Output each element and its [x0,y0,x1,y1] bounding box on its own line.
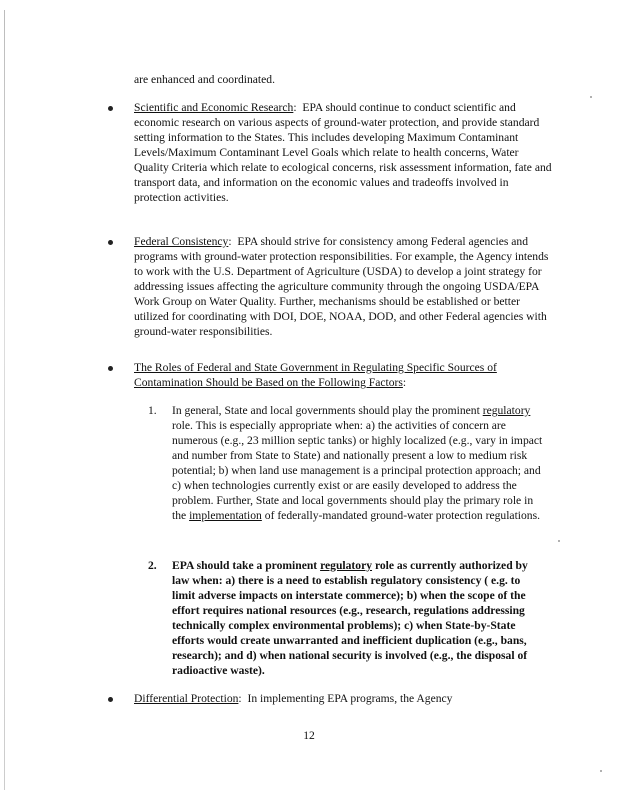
item-number: 1. [148,404,157,417]
page-number: 12 [303,729,315,742]
bullet-scientific-research: Scientific and Economic Research: EPA should continue to conduct scientific and economic research on various aspects of ground-water protection, and provide standard setting information to the States. This includes developing Maximum Contaminant Levels/Maximum Contaminant Level Goals which relate to health concerns, Water Quality Criteria which relate to ecological concerns, risk assessment information, fate and transport data, and information on the economic values and tradeoffs involved in protection activities. [134,101,552,204]
scan-edge-line [4,10,5,790]
bullet-heading: Federal Consistency [134,235,229,248]
bullet-heading: Differential Protection [134,692,239,705]
continuation-text: are enhanced and coordinated. [134,73,275,86]
bullet-body: EPA should continue to conduct scientific and economic research on various aspects of ground-water protection, and provide standard setting information to the States. This includes developing Maximum Contaminant Levels/Maximum Contaminant Level Goals which relate to health concerns, Water Quality Criteria which relate to ecological concerns, risk assessment information, fate and transport data, and information on the economic values and tradeoffs involved in protection activities. [134,101,552,204]
item-text: EPA should take a prominent [172,559,318,572]
scan-speck [590,96,592,98]
scan-speck [600,770,602,772]
bullet-roles-of-government [134,360,554,390]
bullet-marker [108,106,113,111]
bullet-heading: The Roles of Federal and State Government in Regulating Specific Sources of Contamination Should be Based on the Following Factors [134,361,497,389]
scan-speck [558,540,560,542]
bullet-body: : [402,376,407,389]
bullet-marker [108,697,113,702]
item-text: In general, State and local governments should play the prominent [172,404,480,417]
item-underlined-term: regulatory [482,404,531,417]
item-text: role. This is especially appropriate when: a) the activities of concern are numerous (e.g., 23 million septic tanks) or highly localized (e.g., vary in impact and number from State to State) and nationally present a low to medium risk potential; b) when land use management is a principal protection approach; and c) when technologies currently exist or are easily developed to address the problem. Further, State and local governments should play the primary role in the [172,419,543,522]
bullet-marker [108,240,113,245]
bullet-body: EPA should strive for consistency among Federal agencies and programs with ground-water protection responsibilities. For example, the Agency intends to work with the U.S. Department of Agriculture (USDA) to develop a joint strategy for addressing issues affecting the agriculture community through the ongoing USDA/EPA Work Group on Water Quality. Further, mechanisms should be established or better utilized for coordinating with DOI, DOE, NOAA, DOD, and other Federal agencies with ground-water responsibilities. [134,235,549,338]
item-underlined-term: regulatory [320,559,373,572]
bullet-differential-protection: Differential Protection: In implementing EPA programs, the Agency [134,692,453,705]
numbered-item-2 [172,558,544,678]
bullet-heading: Scientific and Economic Research [134,101,294,114]
bullet-body: In implementing EPA programs, the Agency [247,692,453,705]
item-text: of federally-mandated ground-water protection regulations. [264,509,541,522]
item-number: 2. [148,559,157,572]
numbered-item-1 [172,403,544,523]
bullet-federal-consistency: Federal Consistency: EPA should strive for consistency among Federal agencies and programs with ground-water protection responsibilities. For example, the Agency intends to work with the U.S. Department of Agriculture (USDA) to develop a joint strategy for addressing issues affecting the agriculture community through the ongoing USDA/EPA Work Group on Water Quality. Further, mechanisms should be established or better utilized for coordinating with DOI, DOE, NOAA, DOD, and other Federal agencies with ground-water responsibilities. [134,235,549,338]
item-text: role as currently authorized by law when: a) there is a need to establish regulatory consistency ( e.g. to limit adverse impacts on interstate commerce); b) when the scope of the effort requires national resources (e.g., research, regulations addressing technically complex environmental problems); c) when State-by-State efforts would create unwarranted and inefficient duplication (e.g., bans, research); and d) when national security is involved (e.g., the disposal of radioactive waste). [172,559,528,677]
bullet-marker [108,366,113,371]
item-underlined-term: implementation [189,509,262,522]
